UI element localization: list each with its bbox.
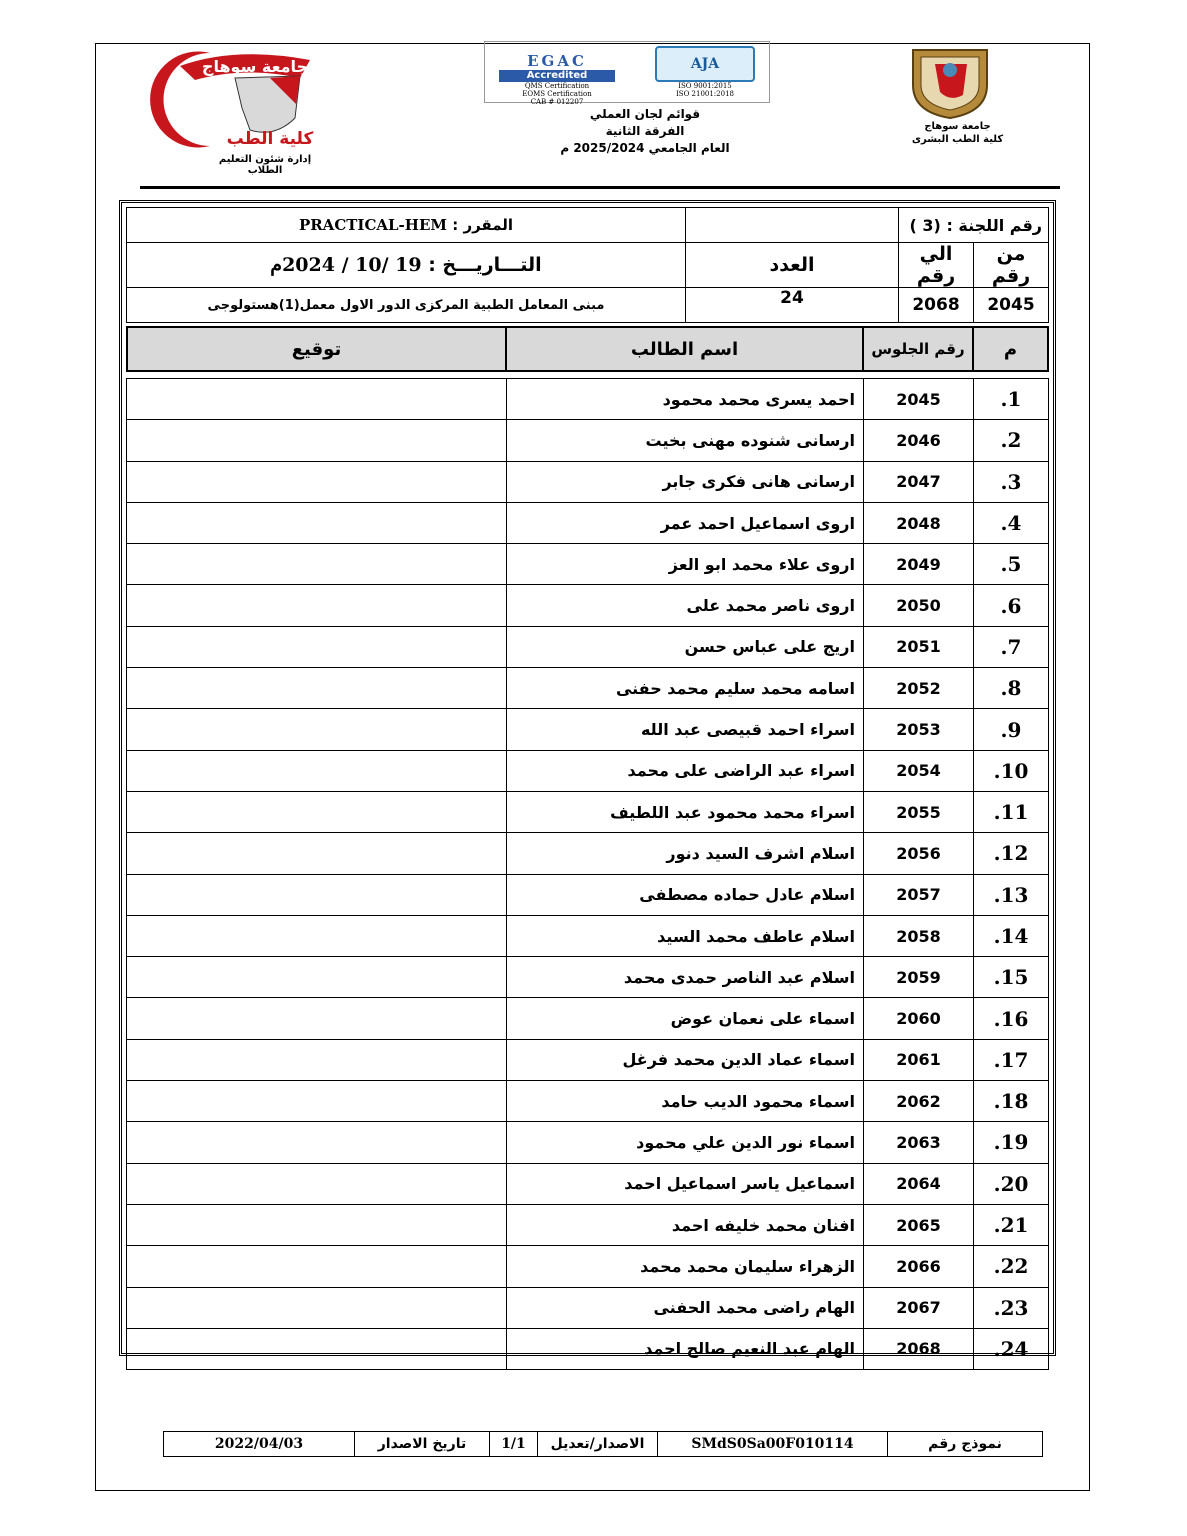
committee-info-table — [126, 207, 1049, 323]
footer-row — [164, 1432, 1043, 1457]
course-value: PRACTICAL-HEM — [298, 216, 447, 234]
student-name: ارسانى شنوده مهنى بخيت — [507, 420, 864, 461]
student-row — [127, 1163, 1049, 1204]
form-label: نموذج رقم — [888, 1432, 1043, 1457]
student-row — [127, 1122, 1049, 1163]
students-table — [126, 378, 1049, 1370]
date-value: 19 /10 / 2024م — [270, 254, 422, 276]
signature-cell[interactable] — [127, 874, 507, 915]
signature-cell[interactable] — [127, 791, 507, 832]
student-row — [127, 1328, 1049, 1369]
signature-cell[interactable] — [127, 709, 507, 750]
seat-number: 2063 — [864, 1122, 974, 1163]
seat-number: 2049 — [864, 544, 974, 585]
form-info-footer — [163, 1431, 1043, 1457]
student-name: اسلام عاطف محمد السيد — [507, 915, 864, 956]
student-row — [127, 750, 1049, 791]
seat-number: 2047 — [864, 461, 974, 502]
form-value: SMdS0Sa00F010114 — [658, 1432, 888, 1457]
signature-cell[interactable] — [127, 998, 507, 1039]
row-number: 18. — [974, 1081, 1049, 1122]
student-row — [127, 833, 1049, 874]
student-row — [127, 791, 1049, 832]
to-label: الي رقم — [899, 243, 974, 288]
course-cell — [127, 208, 686, 243]
student-row — [127, 1246, 1049, 1287]
seat-number: 2052 — [864, 668, 974, 709]
student-name: اسلام اشرف السيد دنور — [507, 833, 864, 874]
seat-number: 2053 — [864, 709, 974, 750]
row-number: 16. — [974, 998, 1049, 1039]
row-number: 22. — [974, 1246, 1049, 1287]
student-name: اروى علاء محمد ابو العز — [507, 544, 864, 585]
seat-number: 2062 — [864, 1081, 974, 1122]
student-row — [127, 957, 1049, 998]
seat-number: 2058 — [864, 915, 974, 956]
student-name: اسماء محمود الديب حامد — [507, 1081, 864, 1122]
row-number: 24. — [974, 1328, 1049, 1369]
university-name: جامعة سوهاج — [924, 121, 991, 132]
signature-cell[interactable] — [127, 1246, 507, 1287]
student-name: الزهراء سليمان محمد محمد — [507, 1246, 864, 1287]
student-name: اسراء محمد محمود عبد اللطيف — [507, 791, 864, 832]
signature-cell[interactable] — [127, 1081, 507, 1122]
row-number: 5. — [974, 544, 1049, 585]
row-number: 4. — [974, 502, 1049, 543]
student-row — [127, 998, 1049, 1039]
signature-cell[interactable] — [127, 420, 507, 461]
svg-text:جامعة سوهاج: جامعة سوهاج — [201, 57, 309, 76]
signature-cell[interactable] — [127, 1328, 507, 1369]
student-name: افنان محمد خليفه احمد — [507, 1204, 864, 1245]
student-affairs-caption: إدارة شئون التعليم الطلاب — [218, 154, 312, 176]
seat-number: 2061 — [864, 1039, 974, 1080]
row-number: 23. — [974, 1287, 1049, 1328]
committee-number — [899, 208, 1049, 243]
range-header-row — [127, 243, 1049, 288]
aja-line1: ISO 9001:2015 — [678, 82, 732, 90]
seat-number: 2054 — [864, 750, 974, 791]
student-row — [127, 668, 1049, 709]
header-row — [127, 327, 1048, 371]
university-seal — [905, 40, 995, 120]
signature-header: توقيع — [127, 327, 506, 371]
row-number: 2. — [974, 420, 1049, 461]
student-row — [127, 502, 1049, 543]
signature-cell[interactable] — [127, 585, 507, 626]
student-name: اسراء احمد قبيصى عبد الله — [507, 709, 864, 750]
row-number: 21. — [974, 1204, 1049, 1245]
student-row — [127, 461, 1049, 502]
index-header: م — [973, 327, 1048, 371]
signature-cell[interactable] — [127, 915, 507, 956]
header-divider — [140, 186, 1060, 189]
seat-number: 2059 — [864, 957, 974, 998]
student-name: اسماعيل ياسر اسماعيل احمد — [507, 1163, 864, 1204]
title-line2: الفرقة الثانية — [605, 124, 685, 138]
date-cell — [127, 243, 686, 288]
signature-cell[interactable] — [127, 750, 507, 791]
issue-label: تاريخ الاصدار — [355, 1432, 490, 1457]
student-name: اسماء نور الدين علي محمود — [507, 1122, 864, 1163]
name-header: اسم الطالب — [506, 327, 863, 371]
range-value-row — [127, 288, 1049, 323]
row-number: 17. — [974, 1039, 1049, 1080]
to-value: 2068 — [899, 288, 974, 323]
egac-line1: QMS Certification — [524, 82, 590, 90]
signature-cell[interactable] — [127, 502, 507, 543]
row-number: 8. — [974, 668, 1049, 709]
signature-cell[interactable] — [127, 379, 507, 420]
student-name: اسلام عادل حماده مصطفى — [507, 874, 864, 915]
row-number: 19. — [974, 1122, 1049, 1163]
row-number: 20. — [974, 1163, 1049, 1204]
svg-text:كلية الطب: كلية الطب — [226, 129, 314, 148]
committee-label: رقم اللجنة : — [946, 215, 1042, 235]
seat-number: 2064 — [864, 1163, 974, 1204]
student-name: الهام عبد النعيم صالح احمد — [507, 1328, 864, 1369]
seat-number: 2066 — [864, 1246, 974, 1287]
student-row — [127, 915, 1049, 956]
title-line1: قوائم لجان العملي — [589, 107, 701, 121]
student-row — [127, 1204, 1049, 1245]
egac-line2: EOMS Certification — [522, 90, 592, 98]
students-table-header — [126, 326, 1049, 372]
aja-line2: ISO 21001:2018 — [676, 90, 734, 98]
row-number: 7. — [974, 626, 1049, 667]
student-name: الهام راضى محمد الحفنى — [507, 1287, 864, 1328]
egac-badge — [487, 44, 627, 106]
issue-value: 2022/04/03 — [164, 1432, 355, 1457]
seat-number: 2051 — [864, 626, 974, 667]
student-row — [127, 626, 1049, 667]
signature-cell[interactable] — [127, 668, 507, 709]
row-number: 9. — [974, 709, 1049, 750]
version-label: الاصدار/تعديل — [538, 1432, 658, 1457]
committee-value: ( 3) — [909, 215, 941, 235]
seat-header: رقم الجلوس — [863, 327, 973, 371]
seat-number: 2048 — [864, 502, 974, 543]
document-titles — [520, 106, 770, 157]
egac-line3: CAB # 012207 — [530, 98, 584, 106]
row-number: 15. — [974, 957, 1049, 998]
seat-number: 2060 — [864, 998, 974, 1039]
student-row — [127, 1039, 1049, 1080]
student-row — [127, 544, 1049, 585]
signature-cell[interactable] — [127, 1287, 507, 1328]
seat-number: 2046 — [864, 420, 974, 461]
version-value: 1/1 — [490, 1432, 538, 1457]
from-value: 2045 — [974, 288, 1049, 323]
signature-cell[interactable] — [127, 833, 507, 874]
student-row — [127, 379, 1049, 420]
certification-badges — [484, 41, 770, 106]
seat-number: 2067 — [864, 1287, 974, 1328]
student-name: ارسانى هانى فكرى جابر — [507, 461, 864, 502]
student-name: اسماء على نعمان عوض — [507, 998, 864, 1039]
university-caption — [905, 120, 1010, 146]
row-number: 6. — [974, 585, 1049, 626]
student-rows — [127, 379, 1049, 1370]
exam-location: مبنى المعامل الطبية المركزى الدور الاول معمل(1)هستولوجى — [127, 288, 686, 323]
egac-title: EGAC — [527, 52, 587, 70]
signature-cell[interactable] — [127, 626, 507, 667]
date-label: التـــاريـــخ : — [428, 254, 542, 276]
row-number: 1. — [974, 379, 1049, 420]
seat-number: 2055 — [864, 791, 974, 832]
signature-cell[interactable] — [127, 1039, 507, 1080]
student-name: احمد يسرى محمد محمود — [507, 379, 864, 420]
student-name: اسلام عبد الناصر حمدى محمد — [507, 957, 864, 998]
row-number: 12. — [974, 833, 1049, 874]
student-name: اروى ناصر محمد على — [507, 585, 864, 626]
student-name: اسراء عبد الراضى على محمد — [507, 750, 864, 791]
count-value: 24 — [686, 288, 899, 323]
from-label: من رقم — [974, 243, 1049, 288]
signature-cell[interactable] — [127, 544, 507, 585]
student-row — [127, 1081, 1049, 1122]
row-number: 14. — [974, 915, 1049, 956]
student-name: اسامه محمد سليم محمد حفنى — [507, 668, 864, 709]
signature-cell[interactable] — [127, 1163, 507, 1204]
student-row — [127, 420, 1049, 461]
egac-accredited: Accredited — [499, 70, 615, 82]
aja-badge — [645, 44, 765, 100]
student-row — [127, 709, 1049, 750]
signature-cell[interactable] — [127, 1204, 507, 1245]
signature-cell[interactable] — [127, 461, 507, 502]
count-label: العدد — [686, 243, 899, 288]
student-row — [127, 585, 1049, 626]
student-row — [127, 1287, 1049, 1328]
faculty-name: كلية الطب البشرى — [911, 134, 1004, 145]
committee-blank-cell — [686, 208, 899, 243]
course-label: المقرر : — [452, 216, 514, 234]
seat-number: 2065 — [864, 1204, 974, 1245]
signature-cell[interactable] — [127, 957, 507, 998]
title-line3: العام الجامعي 2025/2024 م — [560, 141, 730, 155]
student-row — [127, 874, 1049, 915]
student-name: اريج على عباس حسن — [507, 626, 864, 667]
seat-number: 2056 — [864, 833, 974, 874]
row-number: 13. — [974, 874, 1049, 915]
seat-number: 2045 — [864, 379, 974, 420]
student-name: اروى اسماعيل احمد عمر — [507, 502, 864, 543]
seat-number: 2050 — [864, 585, 974, 626]
committee-sheet — [119, 200, 1056, 1361]
student-name: اسماء عماد الدين محمد فرغل — [507, 1039, 864, 1080]
row-number: 11. — [974, 791, 1049, 832]
faculty-logo — [150, 48, 325, 148]
committee-row — [127, 208, 1049, 243]
aja-title: AJA — [655, 46, 755, 82]
signature-cell[interactable] — [127, 1122, 507, 1163]
seat-number: 2057 — [864, 874, 974, 915]
seat-number: 2068 — [864, 1328, 974, 1369]
row-number: 3. — [974, 461, 1049, 502]
row-number: 10. — [974, 750, 1049, 791]
